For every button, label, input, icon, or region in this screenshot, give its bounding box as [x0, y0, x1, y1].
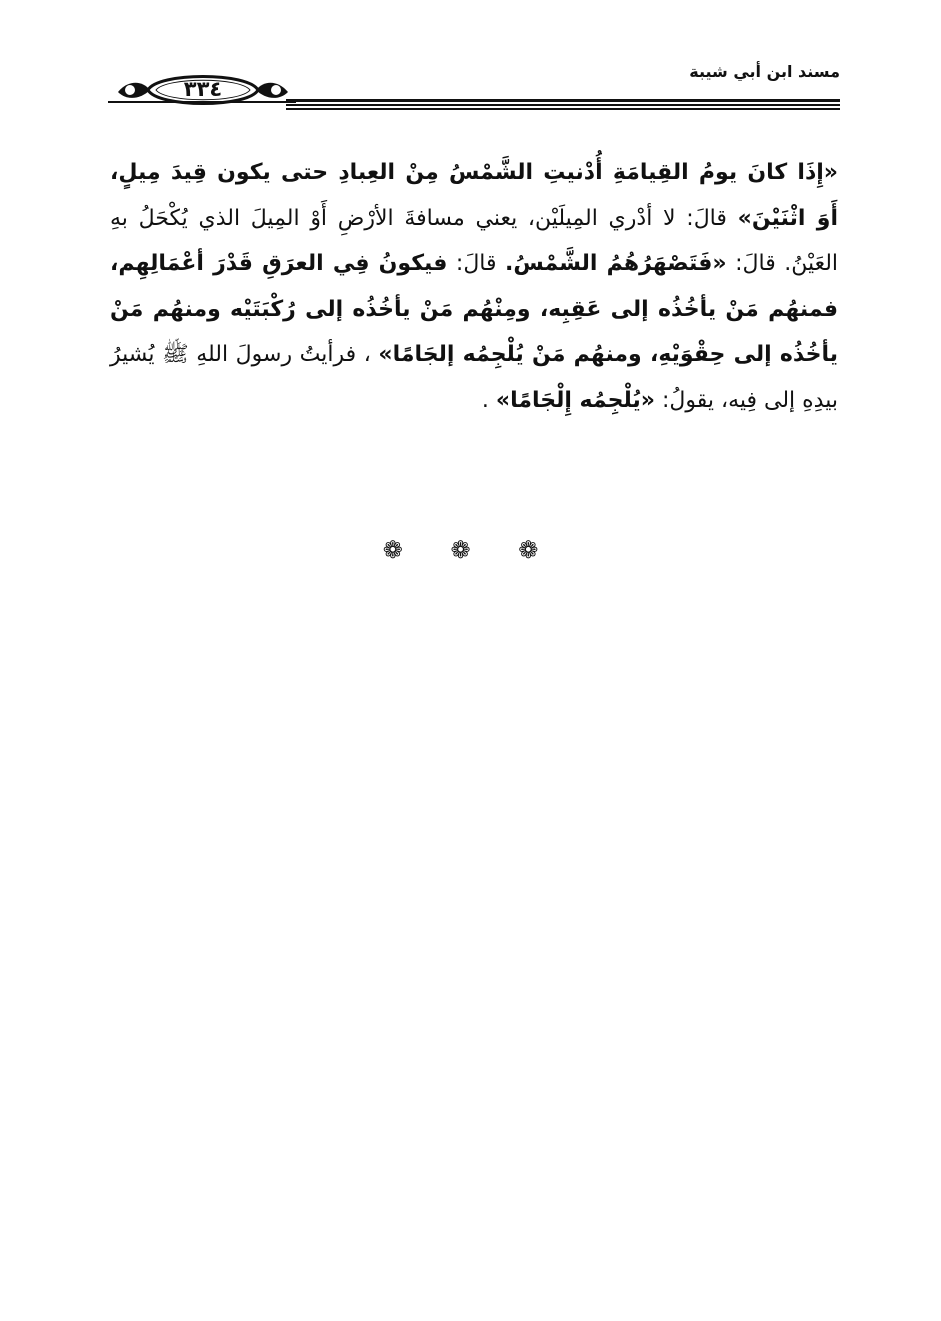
page-header	[108, 58, 840, 128]
page-number: ٣٣٤	[183, 77, 223, 101]
hadith-paragraph	[110, 150, 838, 423]
header-rule	[286, 99, 840, 113]
commentary-part: ، فرأيتُ رسولَ اللهِ ﷺ يُشيرُ بيدِهِ إلى فِيه، يقولُ:	[110, 342, 838, 413]
flower-ornament-icon: ❁	[518, 536, 559, 564]
commentary-part: .	[481, 387, 489, 413]
hadith-quote-part: «يُلْجِمُه إِلْجَامًا»	[495, 387, 655, 413]
main-text	[110, 150, 838, 423]
book-title: مسند ابن أبي شيبة	[689, 62, 840, 81]
hadith-quote-part: «فَتَصْهَرُهُمُ الشَّمْسُ.	[505, 251, 727, 276]
hadith-quote-part: «إِذَا كانَ يومُ القِيامَةِ أُدْنيتِ الشَّمْسُ مِنْ العِبادِ حتى يكون قِيدَ مِيلٍ، أَوَ اثْنَيْنَ»	[110, 160, 838, 231]
section-separator	[0, 536, 941, 564]
commentary-part: قالَ:	[447, 251, 497, 276]
commentary-part: قالَ: لا أدْري المِيلَيْن، يعني مسافةَ الأرْضِ أَوْ المِيلَ الذي يُكْحَلُ بهِ العَيْنُ. قالَ:	[110, 205, 839, 276]
flower-ornament-icon: ❁	[382, 536, 423, 564]
hadith-quote-part: فيكونُ فِي العرَقِ قَدْرَ أعْمَالِهِم، فمنهُم مَنْ يأخُذُه إلى عَقِبِه، ومِنْهُم مَنْ يأخُذُه إلى رُكْبَتَيْه ومنهُم مَنْ يأخُذُه إلى حِقْوَيْهِ، ومنهُم مَنْ يُلْجِمُه إلجَامًا»	[110, 251, 838, 367]
flower-ornament-icon: ❁	[450, 536, 491, 564]
